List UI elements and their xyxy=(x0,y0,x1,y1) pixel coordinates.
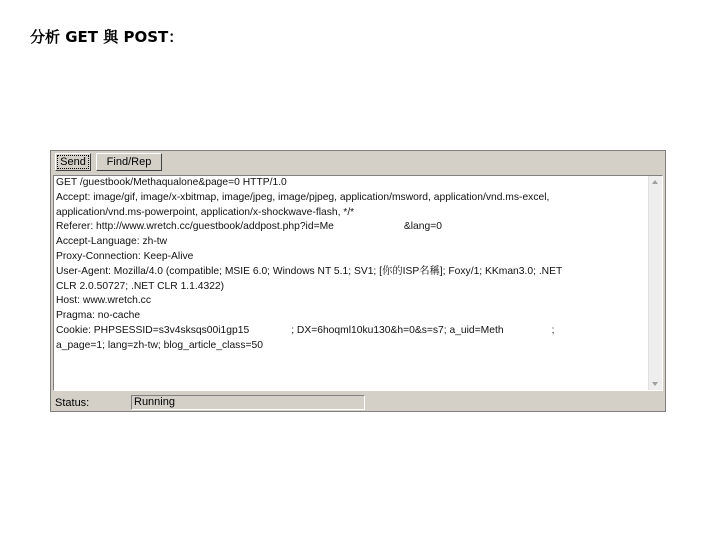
http-editor-window xyxy=(50,150,666,412)
request-line: a_page=1; lang=zh-tw; blog_article_class=50 xyxy=(56,339,263,351)
request-line: Accept: image/gif, image/x-xbitmap, image/jpeg, image/pjpeg, application/msword, application/vnd.ms-excel, xyxy=(56,191,550,203)
request-editor[interactable] xyxy=(53,175,663,391)
request-line: Proxy-Connection: Keep-Alive xyxy=(56,250,194,262)
request-line xyxy=(56,265,646,280)
cookie-middle: ; DX=6hoqml10ku130&h=0&s=s7; a_uid=Meth xyxy=(291,324,504,336)
user-agent-suffix: ; Foxy/1; KKman3.0; .NET xyxy=(442,265,563,277)
request-line: Pragma: no-cache xyxy=(56,310,141,322)
vertical-scrollbar[interactable] xyxy=(648,176,662,390)
request-line: application/vnd.ms-powerpoint, application/x-shockwave-flash, */* xyxy=(56,206,355,218)
request-line xyxy=(56,220,646,235)
status-bar xyxy=(51,394,665,411)
request-line: CLR 2.0.50727; .NET CLR 1.1.4322) xyxy=(56,280,225,292)
slide-title: 分析 GET 與 POST： xyxy=(30,28,184,46)
request-line: Accept-Language: zh-tw xyxy=(56,236,168,248)
toolbar xyxy=(51,151,665,173)
referer-text: Referer: http://www.wretch.cc/guestbook/addpost.php?id=Me xyxy=(56,221,334,233)
status-label: Status: xyxy=(55,397,90,409)
scroll-down-arrow-icon[interactable] xyxy=(652,382,658,386)
request-text[interactable] xyxy=(54,176,648,390)
request-line: Host: www.wretch.cc xyxy=(56,295,151,307)
status-value-field: Running xyxy=(131,395,365,410)
cookie-text: Cookie: PHPSESSID=s3v4sksqs00i1gp15 xyxy=(56,324,250,336)
find-replace-button[interactable]: Find/Rep xyxy=(96,153,162,171)
request-line: GET /guestbook/Methaqualone&page=0 HTTP/1.0 xyxy=(56,177,287,188)
send-button[interactable]: Send xyxy=(55,153,91,171)
user-agent-text: User-Agent: Mozilla/4.0 (compatible; MSIE 6.0; Windows NT 5.1; SV1; xyxy=(56,265,380,277)
cookie-end: ; xyxy=(551,324,555,336)
isp-name-placeholder: [你的ISP名稱] xyxy=(379,265,443,277)
scroll-up-arrow-icon[interactable] xyxy=(652,180,658,184)
request-line xyxy=(56,324,646,339)
referer-suffix: &lang=0 xyxy=(403,221,442,233)
